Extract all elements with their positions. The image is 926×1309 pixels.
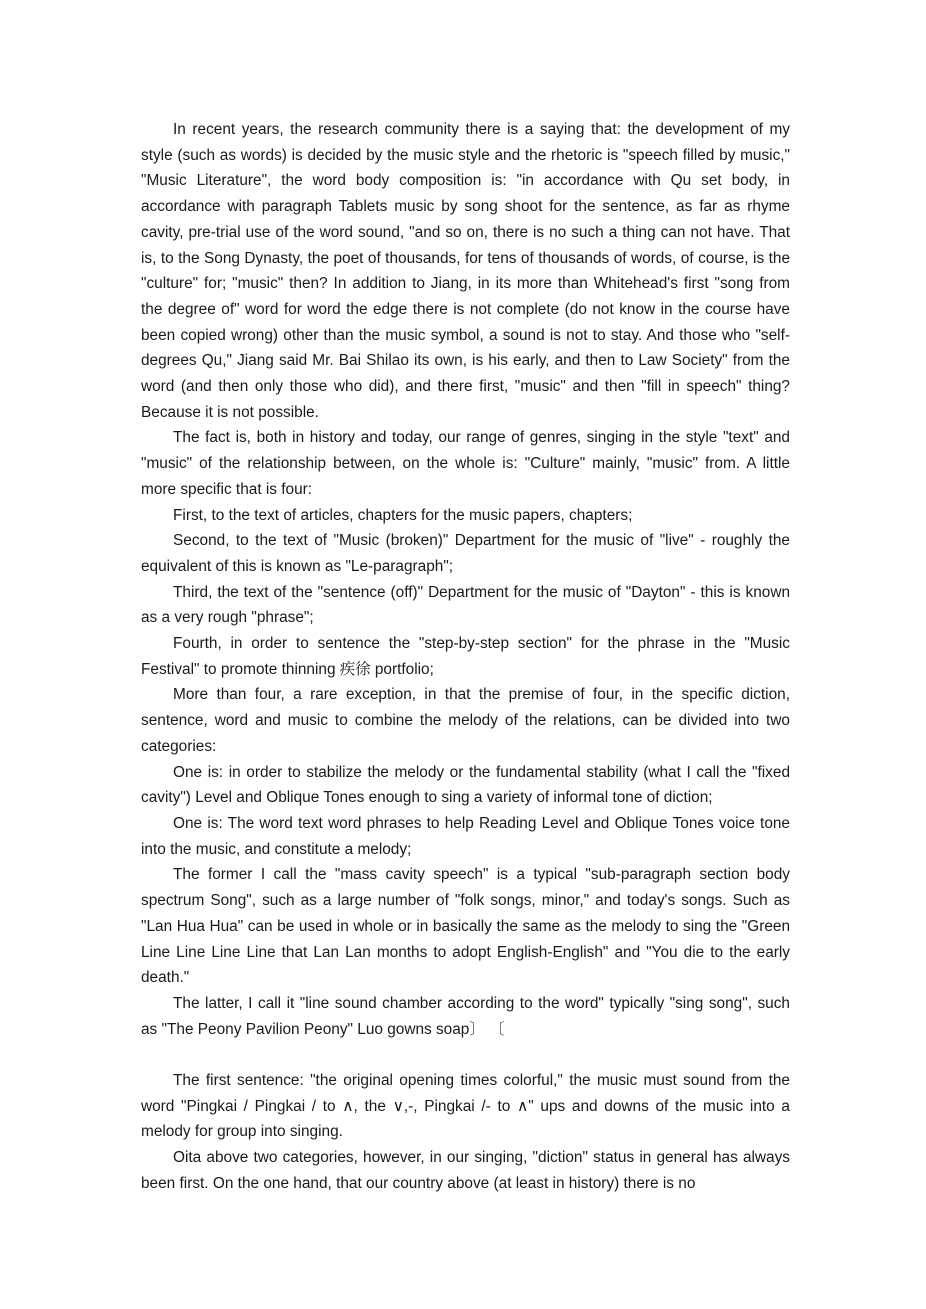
document-page xyxy=(141,117,790,1197)
blank-line xyxy=(141,1042,790,1068)
paragraph-first: First, to the text of articles, chapters for the music papers, chapters; xyxy=(173,506,633,524)
paragraph-category-one: One is: in order to stabilize the melody or the fundamental stability (what I call the "fixed cavity") Level and Oblique Tones enough to sing a variety of informal tone of diction; xyxy=(141,763,790,807)
paragraph-category-two: One is: The word text word phrases to help Reading Level and Oblique Tones voice tone into the music, and constitute a melody; xyxy=(141,814,790,858)
paragraph-former: The former I call the "mass cavity speech" is a typical "sub-paragraph section body spectrum Song", such as a large number of "folk songs, minor," and today's songs. Such as "Lan Hua Hua" can be used in whole or in basically the same as the melody to sing the "Green Line Line Line Line that Lan Lan months to adopt English-English" and "You die to the early death." xyxy=(141,866,790,987)
paragraph-intro: In recent years, the research community there is a saying that: the development of my style (such as words) is decided by the music style and the rhetoric is "speech filled by music," "Music Literature", the word body composition is: "in accordance with Qu set body, in accordance with paragraph Tablets music by song shoot for the sentence, as far as rhyme cavity, pre-trial use of the word sound, "and so on, there is no such a thing can not have. That is, to the Song Dynasty, the poet of thousands, for tens of thousands of words, of course, is the "culture" for; "music" then? In addition to Jiang, in its more than Whitehead's first "song from the degree of" word for word the edge there is not complete (do not know in the course have been copied wrong) other than the music symbol, a sound is not to stay. And those who "self-degrees Qu," Jiang said Mr. Bai Shilao its own, is his early, and then to Law Society" from the word (and then only those who did), and there first, "music" and then "fill in speech" thing? Because it is not possible. xyxy=(141,121,790,421)
paragraph-conclusion: Oita above two categories, however, in our singing, "diction" status in general has always been first. On the one hand, that our country above (at least in history) there is no xyxy=(141,1149,790,1192)
paragraph-first-sentence: The first sentence: "the original opening times colorful," the music must sound from the word "Pingkai / Pingkai / to ∧, the ∨,-, Pingkai /- to ∧" ups and downs of the music into a melody for group into singing. xyxy=(141,1072,790,1141)
paragraph-latter: The latter, I call it "line sound chamber according to the word" typically "sing song", such as "The Peony Pavilion Peony" Luo gowns soap〕 〔 xyxy=(141,994,790,1038)
paragraph-relationship: The fact is, both in history and today, our range of genres, singing in the style "text" and "music" of the relationship between, on the whole is: "Culture" mainly, "music" from. A little more specific that is four: xyxy=(141,429,790,498)
paragraph-fourth: Fourth, in order to sentence the "step-by-step section" for the phrase in the "Music Festival" to promote thinning 疾徐 portfolio; xyxy=(141,635,790,678)
paragraph-third: Third, the text of the "sentence (off)" Department for the music of "Dayton" - this is known as a very rough "phrase"; xyxy=(141,583,790,627)
paragraph-categories: More than four, a rare exception, in that the premise of four, in the specific diction, sentence, word and music to combine the melody of the relations, can be divided into two categories: xyxy=(141,686,790,755)
paragraph-second: Second, to the text of "Music (broken)" Department for the music of "live" - roughly the equivalent of this is known as "Le-paragraph"; xyxy=(141,532,790,575)
